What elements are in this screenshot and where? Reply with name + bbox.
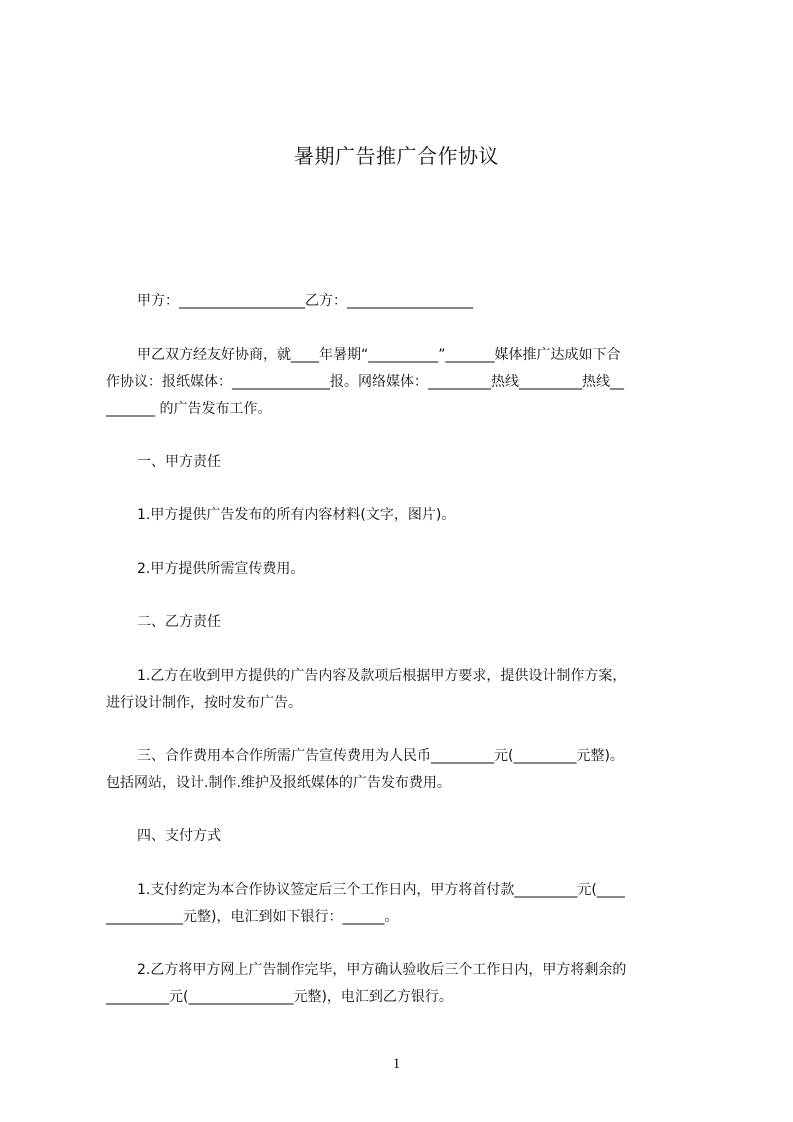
section-3-line-1: 三、合作费用本合作所需广告宣传费用为人民币_________元(_________元整)。 <box>137 748 624 764</box>
parties-line: 甲方：__________________乙方：__________________ <box>137 293 473 309</box>
section-4-item-2-line-1: 2.乙方将甲方网上广告制作完毕，甲方确认验收后三个工作日内，甲方将剩余的 <box>137 962 627 978</box>
section-2-item-1-line-2: 进行设计制作，按时发布广告。 <box>106 695 302 711</box>
section-4-heading: 四、支付方式 <box>137 828 221 844</box>
page-number: 1 <box>392 1056 401 1072</box>
section-4-item-2-line-2: _________元(_______________元整)，电汇到乙方银行。 <box>106 989 453 1005</box>
intro-line-1: 甲乙双方经友好协商，就____年暑期“__________”_______媒体推广达成如下合 <box>137 347 621 363</box>
document-title: 暑期广告推广合作协议 <box>294 144 499 168</box>
section-2-item-1-line-1: 1.乙方在收到甲方提供的广告内容及款项后根据甲方要求，提供设计制作方案， <box>137 668 627 684</box>
section-2-heading: 二、乙方责任 <box>137 614 221 630</box>
intro-line-2: 作协议：报纸媒体：______________报。网络媒体：_________热线_________热线__ <box>106 374 624 390</box>
section-4-item-1-line-2: ___________元整)，电汇到如下银行：______。 <box>106 909 399 925</box>
section-3-line-2: 包括网站，设计.制作.维护及报纸媒体的广告发布费用。 <box>106 775 451 791</box>
section-1-item-1: 1.甲方提供广告发布的所有内容材料(文字，图片)。 <box>137 507 456 523</box>
section-1-item-2: 2.甲方提供所需宣传费用。 <box>137 561 305 577</box>
section-4-item-1-line-1: 1.支付约定为本合作协议签定后三个工作日内，甲方将首付款_________元(____ <box>137 882 625 898</box>
section-1-heading: 一、甲方责任 <box>137 454 221 470</box>
intro-line-3: _______ 的广告发布工作。 <box>106 401 272 417</box>
